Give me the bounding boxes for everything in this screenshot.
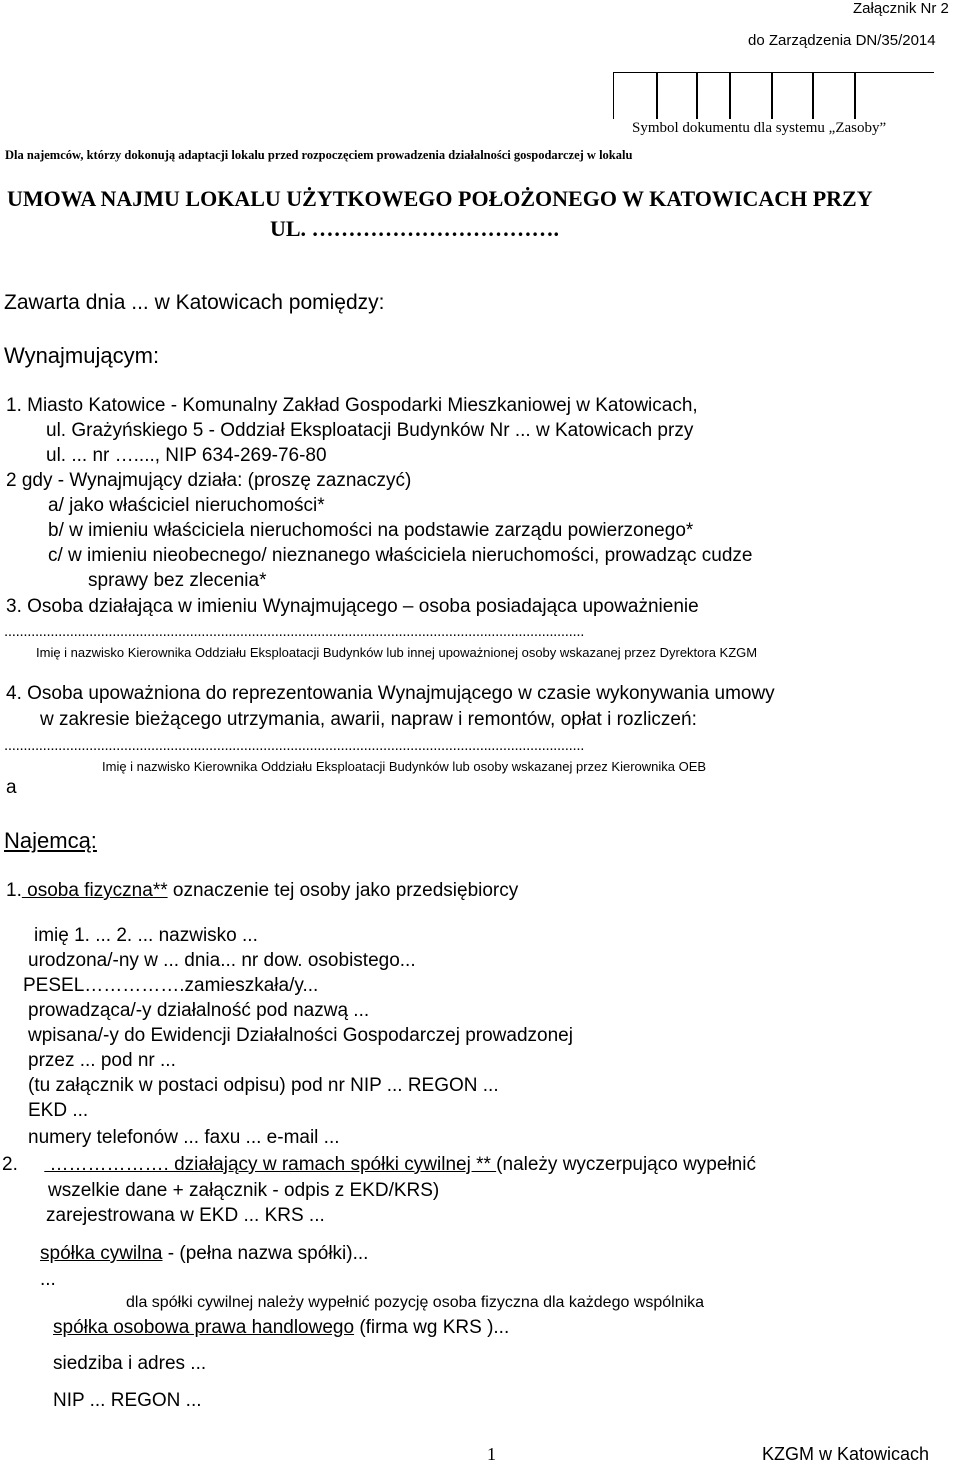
tenant-item-2-number: 2. xyxy=(2,1154,18,1175)
field-birth-id: urodzona/-ny w ... dnia... nr dow. osobistego... xyxy=(28,950,416,971)
landlord-caption-2: Imię i nazwisko Kierownika Oddziału Eksploatacji Budynków lub osoby wskazanej przez Kierownika OEB xyxy=(102,759,707,774)
tenant-scope-note: Dla najemców, którzy dokonują adaptacji lokalu przed rozpoczęciem prowadzenia działalności gospodarczej w lokalu xyxy=(5,148,633,162)
landlord-option-c: c/ w imieniu nieobecnego/ nieznanego właściciela nieruchomości, prowadząc cudze xyxy=(48,545,753,566)
order-reference: do Zarządzenia DN/35/2014 xyxy=(748,32,936,49)
field-registry: wpisana/-y do Ewidencji Działalności Gospodarczej prowadzonej xyxy=(28,1025,573,1046)
symbol-caption: Symbol dokumentu dla systemu „Zasoby” xyxy=(632,120,887,136)
tenant-item-1 xyxy=(6,880,518,902)
landlord-item-4: 4. Osoba upoważniona do reprezentowania Wynajmującego w czasie wykonywania umowy xyxy=(6,683,775,704)
landlord-item-2: 2 gdy - Wynajmujący działa: (proszę zaznaczyć) xyxy=(6,470,412,491)
landlord-letter-a: a xyxy=(6,777,17,798)
landlord-item-3: 3. Osoba działająca w imieniu Wynajmującego – osoba posiadająca upoważnienie xyxy=(6,596,699,617)
landlord-item-4-cont: w zakresie bieżącego utrzymania, awarii, napraw i remontów, opłat i rozliczeń: xyxy=(40,709,697,730)
landlord-option-b: b/ w imieniu właściciela nieruchomości na podstawie zarządu powierzonego* xyxy=(48,520,694,541)
tenant-item-1-label: osoba fizyczna** xyxy=(21,880,168,901)
page-number: 1 xyxy=(487,1444,496,1464)
landlord-heading: Wynajmującym: xyxy=(4,343,160,368)
field-registry-by: przez ... pod nr ... xyxy=(28,1050,176,1071)
field-names: imię 1. ... 2. ... nazwisko ... xyxy=(34,925,258,946)
landlord-dots-1: ...................................................................................................................................................... xyxy=(4,623,585,640)
landlord-item-1-address: ul. Grażyńskiego 5 - Oddział Eksploatacji Budynków Nr ... w Katowicach przy xyxy=(46,420,694,441)
tenant-item-2-label: . działający w ramach spółki cywilnej ** xyxy=(163,1154,497,1175)
field-business-name: prowadząca/-y działalność pod nazwą ... xyxy=(28,1000,370,1021)
tenant-item-1-rest: oznaczenie tej osoby jako przedsiębiorcy xyxy=(167,880,519,901)
seat-address-line: siedziba i adres ... xyxy=(53,1353,207,1374)
landlord-caption-1: Imię i nazwisko Kierownika Oddziału Eksploatacji Budynków lub innej upoważnionej osoby wskazanej przez Dyrektora KZGM xyxy=(36,645,758,660)
field-pesel-address: PESEL…………….zamieszkała/y... xyxy=(23,975,319,996)
contract-title-street: UL. ……………………………. xyxy=(270,216,560,241)
field-ekd: EKD ... xyxy=(28,1100,89,1121)
tenant-item-1-number: 1. xyxy=(6,880,22,901)
tenant-item-2-rest: (należy wyczerpująco wypełnić xyxy=(496,1154,756,1175)
nip-regon-line: NIP ... REGON ... xyxy=(53,1390,202,1411)
tenant-item-2-line2: wszelkie dane + załącznik - odpis z EKD/KRS) xyxy=(48,1180,440,1201)
landlord-item-1: 1. Miasto Katowice - Komunalny Zakład Gospodarki Mieszkaniowej w Katowicach, xyxy=(6,395,698,416)
commercial-company-label: spółka osobowa prawa handlowego xyxy=(53,1317,355,1338)
annex-label: Załącznik Nr 2 xyxy=(853,0,949,17)
document-symbol-box xyxy=(613,72,934,119)
civil-partnership-line xyxy=(40,1243,368,1265)
footer-organization: KZGM w Katowicach xyxy=(762,1444,930,1464)
civil-partnership-label: spółka cywilna xyxy=(40,1243,163,1264)
contract-title: UMOWA NAJMU LOKALU UŻYTKOWEGO POŁOŻONEGO W KATOWICACH PRZY xyxy=(7,186,873,211)
landlord-option-c-cont: sprawy bez zlecenia* xyxy=(88,570,267,591)
tenant-item-2-dots: ……………… xyxy=(44,1154,164,1175)
landlord-item-1-nip: ul. ... nr …...., NIP 634-269-76-80 xyxy=(46,445,327,466)
tenant-heading: Najemcą: xyxy=(4,828,97,853)
contract-date-line: Zawarta dnia ... w Katowicach pomiędzy: xyxy=(4,291,385,314)
civil-partnership-note: dla spółki cywilnej należy wypełnić pozycję osoba fizyczna dla każdego wspólnika xyxy=(126,1294,705,1311)
tenant-item-2-line3: zarejestrowana w EKD ... KRS ... xyxy=(46,1205,325,1226)
tenant-item-2 xyxy=(2,1154,756,1176)
field-contacts: numery telefonów ... faxu ... e-mail ... xyxy=(28,1127,340,1148)
landlord-option-a: a/ jako właściciel nieruchomości* xyxy=(48,495,325,516)
civil-partnership-rest: - (pełna nazwa spółki)... xyxy=(162,1243,369,1264)
landlord-dots-2: ...................................................................................................................................................... xyxy=(4,737,585,754)
commercial-company-rest: (firma wg KRS )... xyxy=(354,1317,510,1338)
field-nip-regon: (tu załącznik w postaci odpisu) pod nr NIP ... REGON ... xyxy=(28,1075,499,1096)
civil-partnership-dots: ... xyxy=(40,1269,56,1290)
commercial-company-line xyxy=(53,1317,509,1339)
